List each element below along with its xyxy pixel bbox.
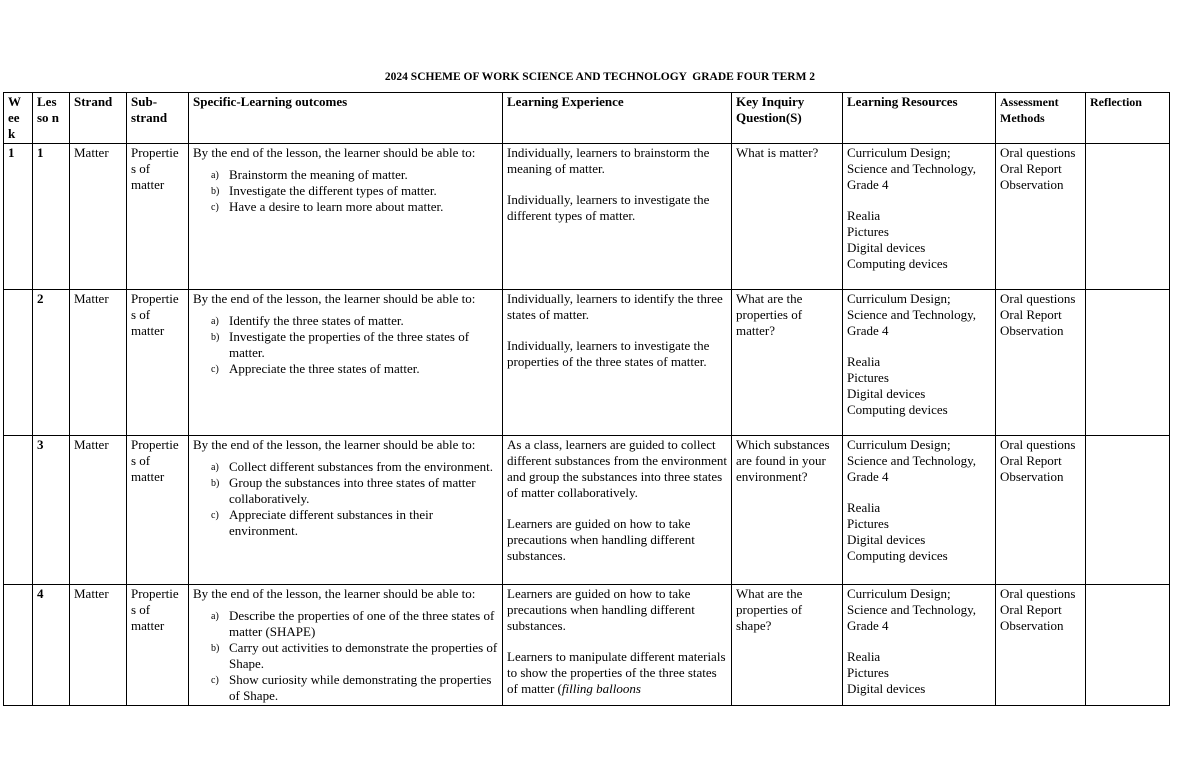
strand-cell: Matter [70,290,127,436]
outcome-item: a) Describe the properties of one of the three states of matter (SHAPE) [211,608,495,639]
outcome-item: b) Carry out activities to demonstrate the properties of Shape. [211,640,498,671]
outcome-item: b) Group the substances into three states of matter collaboratively. [211,475,476,506]
table-row [4,290,1170,436]
reflection-cell [1086,144,1170,290]
header-reflection: Reflection [1086,93,1170,144]
outcomes-cell [189,585,503,706]
reflection-cell [1086,290,1170,436]
reflection-cell [1086,585,1170,706]
table-row [4,144,1170,290]
outcomes-cell [189,436,503,585]
inquiry-cell: Which substances are found in your environment? [732,436,843,585]
substrand-cell: Propertie s of matter [127,290,189,436]
outcome-item: c) Appreciate different substances in their environment. [211,507,434,538]
assessment-line: Observation [1000,177,1064,192]
header-week: W ee k [4,93,33,144]
resource-line: Realia [847,649,881,664]
resource-line: Science and Technology, [847,161,977,176]
resource-line: Pictures [847,370,889,385]
header-substrand: Sub-strand [127,93,189,144]
strand-cell: Matter [70,585,127,706]
resource-line: Grade 4 [847,323,889,338]
assessment-line: Oral questions [1000,437,1076,452]
resource-line: Pictures [847,665,889,680]
assessment-line: Observation [1000,323,1064,338]
outcome-item: b) Investigate the properties of the three states of matter. [211,329,470,360]
assessment-cell [996,144,1086,290]
substrand-cell: Propertie s of matter [127,585,189,706]
outcome-list [193,167,498,215]
experience-italic: filling balloons [561,681,641,696]
outcome-list [193,313,498,377]
substrand-cell: Propertie s of matter [127,436,189,585]
assessment-line: Oral Report [1000,602,1062,617]
header-row [4,93,1170,144]
assessment-line: Oral Report [1000,161,1062,176]
experience-paragraph: Individually, learners to identify the three states of matter. [507,291,723,322]
experience-cell [503,585,732,706]
resource-line: Computing devices [847,402,948,417]
assessment-cell [996,290,1086,436]
outcomes-cell [189,290,503,436]
experience-cell [503,290,732,436]
resource-line: Grade 4 [847,177,889,192]
header-assessment: Assessment Methods [996,93,1086,144]
resource-line: Digital devices [847,240,926,255]
resource-line: Computing devices [847,256,948,271]
resources-cell [843,290,996,436]
outcome-item: c) Have a desire to learn more about matter. [211,199,444,214]
assessment-line: Oral Report [1000,453,1062,468]
experience-cell [503,144,732,290]
header-lesson: Les so n [33,93,70,144]
assessment-cell [996,585,1086,706]
header-outcomes: Specific-Learning outcomes [189,93,503,144]
resource-line: Curriculum Design; [847,586,951,601]
outcome-intro: By the end of the lesson, the learner should be able to: [193,291,476,306]
outcome-item: a) Brainstorm the meaning of matter. [211,167,408,182]
assessment-line: Oral questions [1000,145,1076,160]
assessment-line: Oral questions [1000,291,1076,306]
assessment-cell [996,436,1086,585]
resource-line: Grade 4 [847,618,889,633]
resources-cell [843,585,996,706]
table-row [4,585,1170,706]
header-inquiry: Key Inquiry Question(S) [732,93,843,144]
outcome-item: c) Show curiosity while demonstrating the properties of Shape. [211,672,492,703]
resource-line: Science and Technology, [847,602,977,617]
resource-line: Realia [847,500,881,515]
scheme-of-work-table [3,92,1170,706]
resource-line: Computing devices [847,548,948,563]
experience-paragraph: Learners to manipulate different materials to show the properties of the three states of matter (filling balloons [507,649,726,696]
outcome-intro: By the end of the lesson, the learner should be able to: [193,437,476,452]
resource-line: Curriculum Design; [847,437,951,452]
outcome-intro: By the end of the lesson, the learner should be able to: [193,145,476,160]
resource-line: Curriculum Design; [847,145,951,160]
resource-line: Digital devices [847,681,926,696]
resource-line: Pictures [847,224,889,239]
strand-cell: Matter [70,436,127,585]
header-resources: Learning Resources [843,93,996,144]
week-cell: 1 [4,144,33,290]
outcomes-cell [189,144,503,290]
experience-paragraph: Individually, learners to investigate the properties of the three states of matter. [507,338,710,369]
resource-line: Digital devices [847,532,926,547]
week-cell [4,290,33,436]
inquiry-cell: What is matter? [732,144,843,290]
experience-cell [503,436,732,585]
resource-line: Pictures [847,516,889,531]
experience-paragraph: Learners are guided on how to take precautions when handling different substances. [507,516,695,563]
lesson-cell: 4 [33,585,70,706]
outcome-item: b) Investigate the different types of matter. [211,183,437,198]
resources-cell [843,144,996,290]
assessment-line: Observation [1000,469,1064,484]
lesson-cell: 3 [33,436,70,585]
outcome-item: c) Appreciate the three states of matter. [211,361,420,376]
table-row [4,436,1170,585]
resource-line: Grade 4 [847,469,889,484]
header-experience: Learning Experience [503,93,732,144]
experience-paragraph: Learners are guided on how to take precautions when handling different substances. [507,586,695,633]
resource-line: Realia [847,354,881,369]
lesson-cell: 1 [33,144,70,290]
header-strand: Strand [70,93,127,144]
assessment-line: Observation [1000,618,1064,633]
resources-cell [843,436,996,585]
strand-cell: Matter [70,144,127,290]
assessment-line: Oral questions [1000,586,1076,601]
resource-line: Science and Technology, [847,307,977,322]
outcome-list [193,459,498,539]
inquiry-cell: What are the properties of matter? [732,290,843,436]
lesson-cell: 2 [33,290,70,436]
inquiry-cell: What are the properties of shape? [732,585,843,706]
resource-line: Curriculum Design; [847,291,951,306]
outcome-item: a) Collect different substances from the environment. [211,459,494,474]
week-cell [4,436,33,585]
resource-line: Realia [847,208,881,223]
experience-paragraph: Individually, learners to investigate the different types of matter. [507,192,710,223]
document-title: 2024 SCHEME OF WORK SCIENCE AND TECHNOLOGY GRADE FOUR TERM 2 [384,71,816,83]
resource-line: Science and Technology, [847,453,977,468]
reflection-cell [1086,436,1170,585]
outcome-list [193,608,498,704]
outcome-intro: By the end of the lesson, the learner should be able to: [193,586,476,601]
experience-paragraph: As a class, learners are guided to collect different substances from the environment and group the substances into three states of matter collaboratively. [507,437,727,500]
assessment-line: Oral Report [1000,307,1062,322]
week-cell [4,585,33,706]
outcome-item: a) Identify the three states of matter. [211,313,404,328]
experience-paragraph: Individually, learners to brainstorm the meaning of matter. [507,145,710,176]
resource-line: Digital devices [847,386,926,401]
substrand-cell: Propertie s of matter [127,144,189,290]
